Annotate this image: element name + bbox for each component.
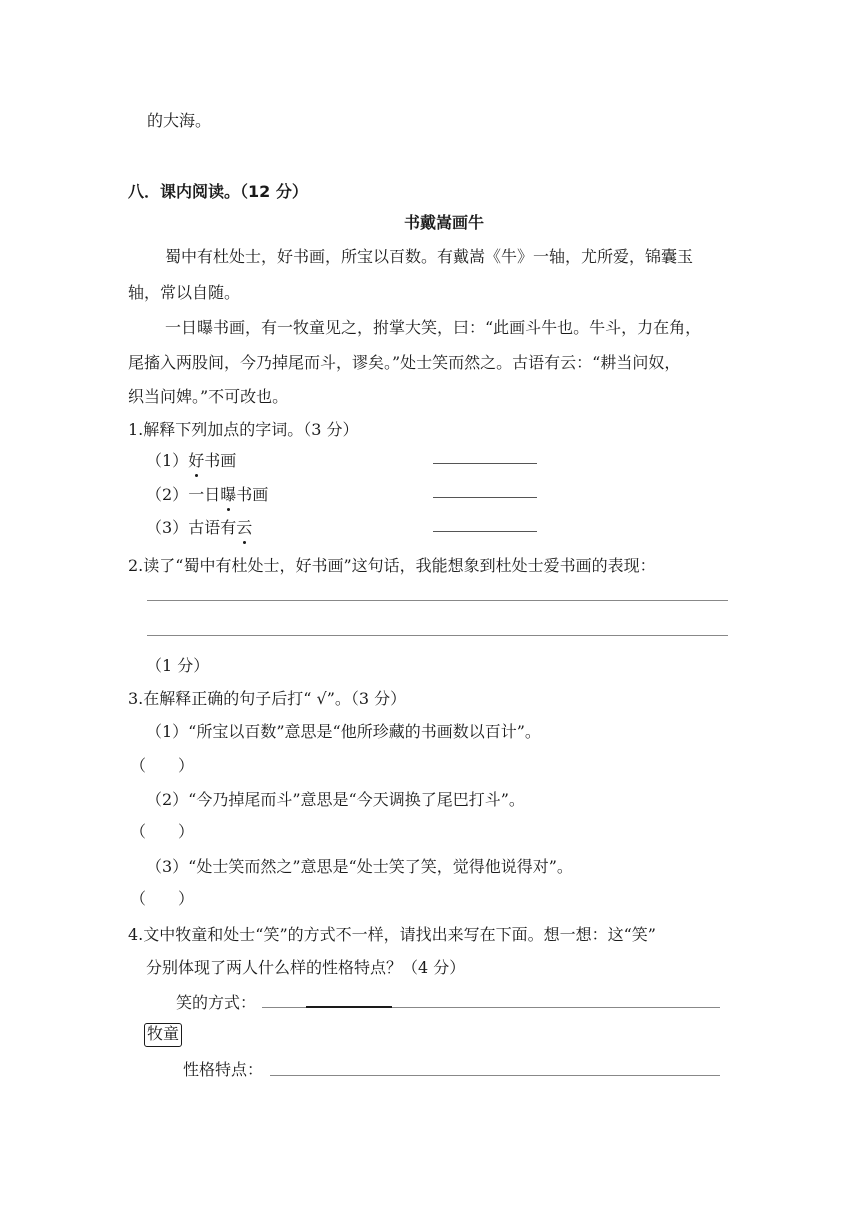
answer-parentheses[interactable]: （ ） <box>130 756 195 775</box>
question-4-prompt: 分别体现了两人什么样的性格特点？（4 分） <box>146 958 466 977</box>
passage-line: 织当问婢。”不可改也。 <box>128 387 289 406</box>
passage-line: 尾搐入两股间，今乃掉尾而斗，谬矣。”处士笑而然之。古语有云：“耕当问奴， <box>128 353 681 372</box>
passage-line: 蜀中有杜处士，好书画，所宝以百数。有戴嵩《牛》一轴，尤所爱，锦囊玉 <box>165 247 694 266</box>
question-3-statement: （2）“今乃掉尾而斗”意思是“今天调换了尾巴打斗”。 <box>146 790 525 809</box>
item-text-before: 古语有 <box>188 518 237 537</box>
passage-title: 书戴嵩画牛 <box>404 213 485 232</box>
item-number: （2） <box>146 485 189 504</box>
question-4-prompt: 4.文中牧童和处士“笑”的方式不一样，请找出来写在下面。想一想：这“笑” <box>128 925 656 944</box>
question-2-prompt: 2.读了“蜀中有杜处士，好书画”这句话，我能想象到杜处士爱书画的表现： <box>128 556 656 575</box>
answer-parentheses[interactable]: （ ） <box>130 822 195 841</box>
answer-blank[interactable] <box>433 497 537 498</box>
item-number: （1） <box>146 451 189 470</box>
dotted-character: 好 <box>188 451 205 470</box>
item-text-before: 一日 <box>188 485 221 504</box>
answer-blank[interactable] <box>433 531 537 532</box>
question-3-statement: （1）“所宝以百数”意思是“他所珍藏的书画数以百计”。 <box>146 722 541 741</box>
laugh-method-mark <box>306 1006 392 1008</box>
passage-line: 一日曝书画，有一牧童见之，拊掌大笑，曰：“此画斗牛也。牛斗，力在角， <box>165 318 702 337</box>
question-3-statement: （3）“处士笑而然之”意思是“处士笑了笑，觉得他说得对”。 <box>146 857 573 876</box>
trait-label: 性格特点： <box>183 1060 264 1079</box>
question-1-item <box>146 485 268 505</box>
laugh-method-label: 笑的方式： <box>176 993 257 1012</box>
answer-blank[interactable] <box>433 463 537 464</box>
passage-line: 轴，常以自随。 <box>128 283 241 302</box>
answer-line[interactable] <box>147 635 728 636</box>
answer-line[interactable] <box>147 600 728 601</box>
item-text-after: 书画 <box>236 485 269 504</box>
question-2-score: （1 分） <box>146 656 210 675</box>
question-1-item <box>146 451 236 471</box>
item-text-after: 书画 <box>204 451 237 470</box>
item-number: （3） <box>146 518 189 537</box>
dotted-character: 曝 <box>220 485 237 504</box>
trait-answer-line[interactable] <box>270 1075 720 1076</box>
question-1-item <box>146 518 252 538</box>
continued-text: 的大海。 <box>147 111 212 130</box>
section-heading: 八．课内阅读。（12 分） <box>128 182 308 201</box>
question-3-prompt: 3.在解释正确的句子后打“ √”。（3 分） <box>128 689 407 708</box>
dotted-character: 云 <box>236 518 253 537</box>
answer-parentheses[interactable]: （ ） <box>130 889 195 908</box>
person-label-box: 牧童 <box>144 1023 182 1047</box>
question-1-prompt: 1.解释下列加点的字词。（3 分） <box>128 420 359 439</box>
